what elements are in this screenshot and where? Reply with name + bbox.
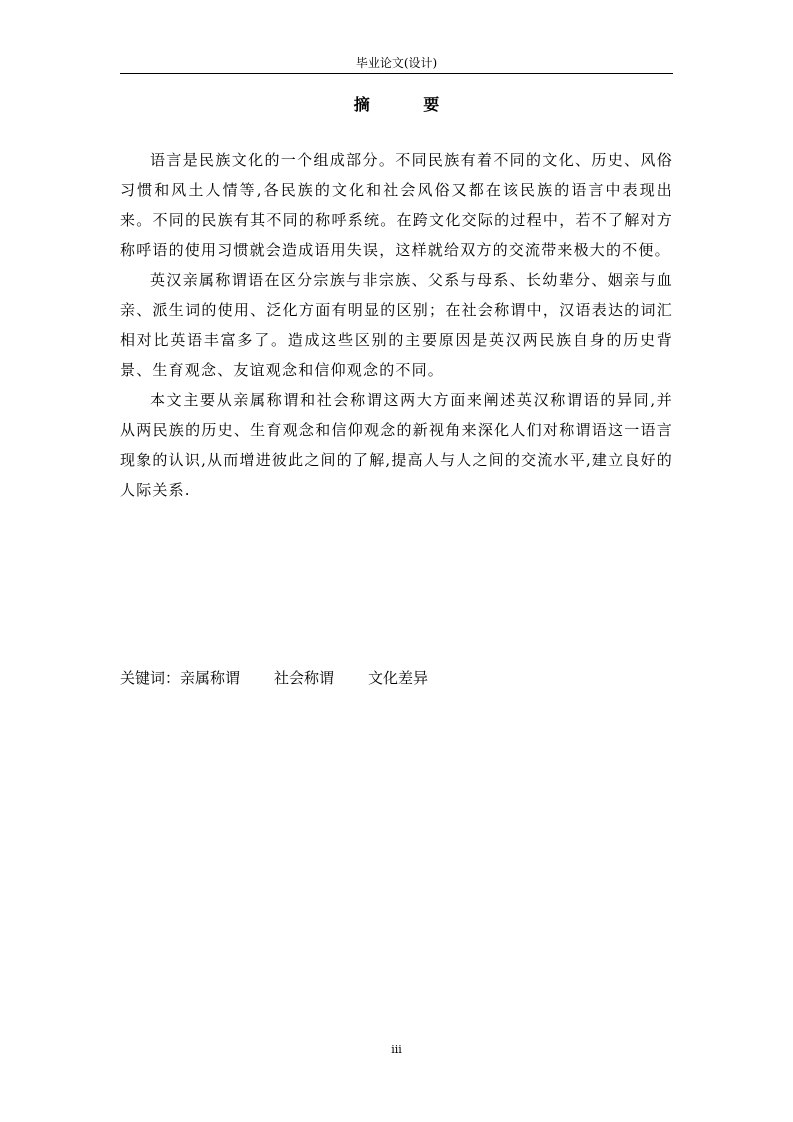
abstract-paragraph-2: 英汉亲属称谓语在区分宗族与非宗族、父系与母系、长幼辈分、姻亲与血亲、派生词的使用、泛化方面有明显的区别；在社会称谓中，汉语表达的词汇相对比英语丰富多了。造成这些区别的主要原因是英汉两民族自身的历史背景、生育观念、友谊观念和信仰观念的不同。 [120,271,673,379]
keywords-line [120,668,428,688]
keyword-item: 社会称谓 [274,669,335,687]
header-rule [120,73,673,74]
keyword-item: 文化差异 [368,669,429,687]
abstract-paragraph-3: 本文主要从亲属称谓和社会称谓这两大方面来阐述英汉称谓语的异同,并从两民族的历史、生育观念和信仰观念的新视角来深化人们对称谓语这一语言现象的认识,从而增进彼此之间的了解,提高人与人之间的交流水平,建立良好的人际关系. [120,391,673,499]
running-header: 毕业论文(设计) [355,56,438,70]
keyword-item: 亲属称谓 [180,669,241,687]
keywords-label: 关键词： [120,669,181,687]
abstract-paragraph-1: 语言是民族文化的一个组成部分。不同民族有着不同的文化、历史、风俗习惯和风土人情等,各民族的文化和社会风俗又都在该民族的语言中表现出来。不同的民族有其不同的称呼系统。在跨文化交际的过程中，若不了解对方称呼语的使用习惯就会造成语用失误，这样就给双方的交流带来极大的不便。 [120,151,673,259]
abstract-body [120,145,673,505]
page-number: iii [391,1043,402,1056]
abstract-title: 摘 要 [353,95,464,114]
